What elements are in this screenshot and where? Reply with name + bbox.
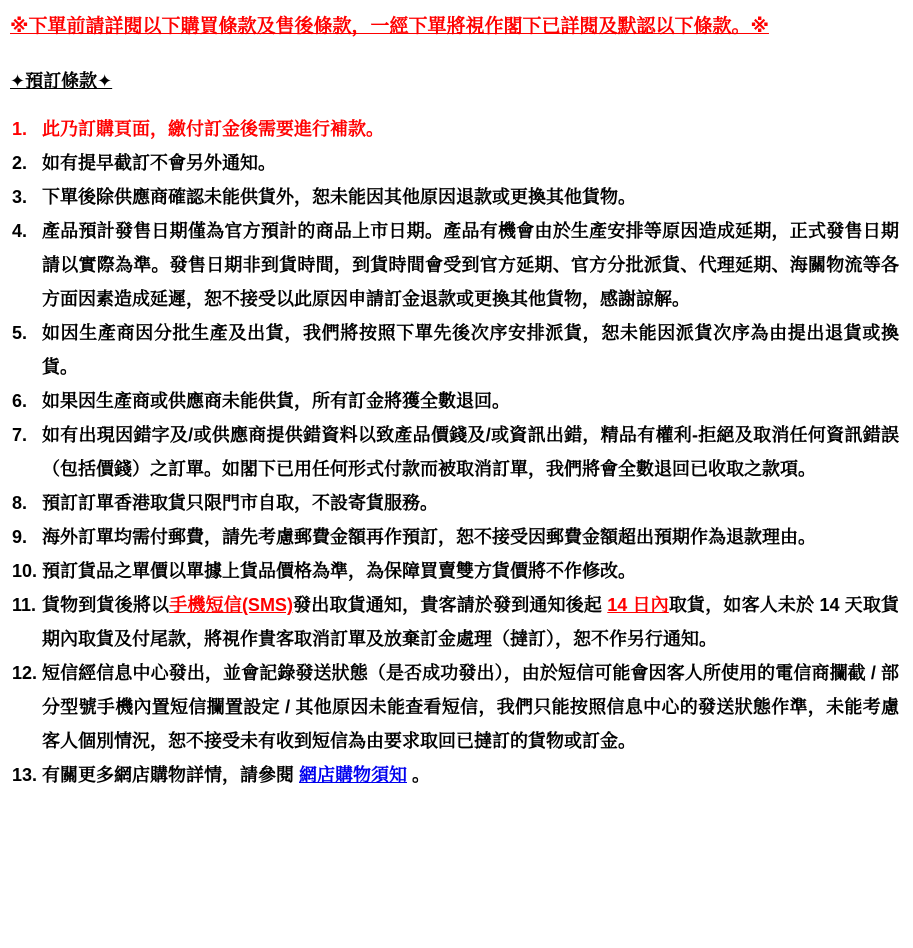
- term-item: [10, 180, 899, 214]
- term-number: 6.: [12, 391, 28, 411]
- text-segment: 預訂貨品之單價以單據上貨品價格為準，為保障買賣雙方貨價將不作修改。: [42, 561, 636, 581]
- term-item: [10, 418, 899, 486]
- term-number: 7.: [12, 425, 28, 445]
- term-text: [42, 323, 899, 377]
- term-text: [42, 561, 636, 581]
- text-segment: 手機短信(SMS): [169, 595, 293, 615]
- term-text: [42, 187, 636, 207]
- text-segment: 取貨，如客人未於 14 天取貨期內取貨及付尾款，將視作貴客取消訂單及放棄訂金處理（撻訂），恕不作另行通知。: [42, 595, 899, 649]
- terms-list: [10, 112, 899, 792]
- text-segment: 下單後除供應商確認未能供貨外，恕未能因其他原因退款或更換其他貨物。: [42, 187, 636, 207]
- term-item: [10, 554, 899, 588]
- term-text: [42, 119, 384, 139]
- term-number: 13.: [12, 765, 38, 785]
- term-text: [42, 765, 430, 785]
- term-text: [42, 153, 276, 173]
- term-text: [42, 663, 899, 751]
- term-number: 4.: [12, 221, 28, 241]
- term-number: 12.: [12, 663, 38, 683]
- text-segment: 14 日內: [607, 595, 669, 615]
- text-segment: 短信經信息中心發出，並會記錄發送狀態（是否成功發出），由於短信可能會因客人所使用的電信商攔截 / 部分型號手機內置短信攔置設定 / 其他原因未能查看短信，我們只能按照信息中心的發送狀態作準，未能考慮客人個別情況，恕不接受未有收到短信為由要求取回已撻訂的貨物或訂金。: [42, 663, 899, 751]
- section-heading: ✦預訂條款✦: [10, 71, 113, 91]
- term-item: [10, 486, 899, 520]
- term-number: 3.: [12, 187, 28, 207]
- term-number: 9.: [12, 527, 28, 547]
- term-item: [10, 520, 899, 554]
- term-text: [42, 391, 510, 411]
- term-item: [10, 656, 899, 758]
- text-segment: 產品預計發售日期僅為官方預計的商品上市日期。產品有機會由於生產安排等原因造成延期，正式發售日期請以實際為準。發售日期非到貨時間，到貨時間會受到官方延期、官方分批派貨、代理延期、海關物流等各方面因素造成延遲，恕不接受以此原因申請訂金退款或更換其他貨物，感謝諒解。: [42, 221, 899, 309]
- term-number: 11.: [12, 595, 37, 615]
- term-text: [42, 527, 816, 547]
- term-text: [42, 493, 438, 513]
- term-text: [42, 221, 899, 309]
- term-item: [10, 588, 899, 656]
- text-segment: 發出取貨通知，貴客請於發到通知後起: [292, 595, 608, 615]
- text-segment: 有關更多網店購物詳情，請參閱: [42, 765, 299, 785]
- term-number: 5.: [12, 323, 28, 343]
- term-item: [10, 758, 899, 792]
- term-item: [10, 112, 899, 146]
- text-segment: 如有提早截訂不會另外通知。: [42, 153, 276, 173]
- term-text: [42, 595, 899, 649]
- term-text: [42, 425, 899, 479]
- text-segment: 預訂訂單香港取貨只限門市自取，不設寄貨服務。: [42, 493, 438, 513]
- term-number: 8.: [12, 493, 28, 513]
- store-shopping-guide-link[interactable]: 網店購物須知: [299, 765, 407, 785]
- term-number: 10.: [12, 561, 38, 581]
- term-number: 2.: [12, 153, 28, 173]
- text-segment: 貨物到貨後將以: [42, 595, 170, 615]
- text-segment: 如果因生產商或供應商未能供貨，所有訂金將獲全數退回。: [42, 391, 510, 411]
- term-item: [10, 316, 899, 384]
- page-title: ※下單前請詳閱以下購買條款及售後條款，一經下單將視作閣下已詳閱及默認以下條款。※: [10, 16, 769, 37]
- text-segment: 。: [407, 765, 431, 785]
- text-segment: 海外訂單均需付郵費，請先考慮郵費金額再作預訂，恕不接受因郵費金額超出預期作為退款理由。: [42, 527, 816, 547]
- term-item: [10, 146, 899, 180]
- text-segment: 此乃訂購頁面，繳付訂金後需要進行補款。: [42, 119, 384, 139]
- term-number: 1.: [12, 119, 28, 139]
- text-segment: 如因生產商因分批生產及出貨，我們將按照下單先後次序安排派貨，恕未能因派貨次序為由提出退貨或換貨。: [42, 323, 899, 377]
- term-item: [10, 384, 899, 418]
- text-segment: 如有出現因錯字及/或供應商提供錯資料以致產品價錢及/或資訊出錯，精品有權利-拒絕及取消任何資訊錯誤（包括價錢）之訂單。如閣下已用任何形式付款而被取消訂單，我們將會全數退回已收取之款項。: [42, 425, 899, 479]
- term-item: [10, 214, 899, 316]
